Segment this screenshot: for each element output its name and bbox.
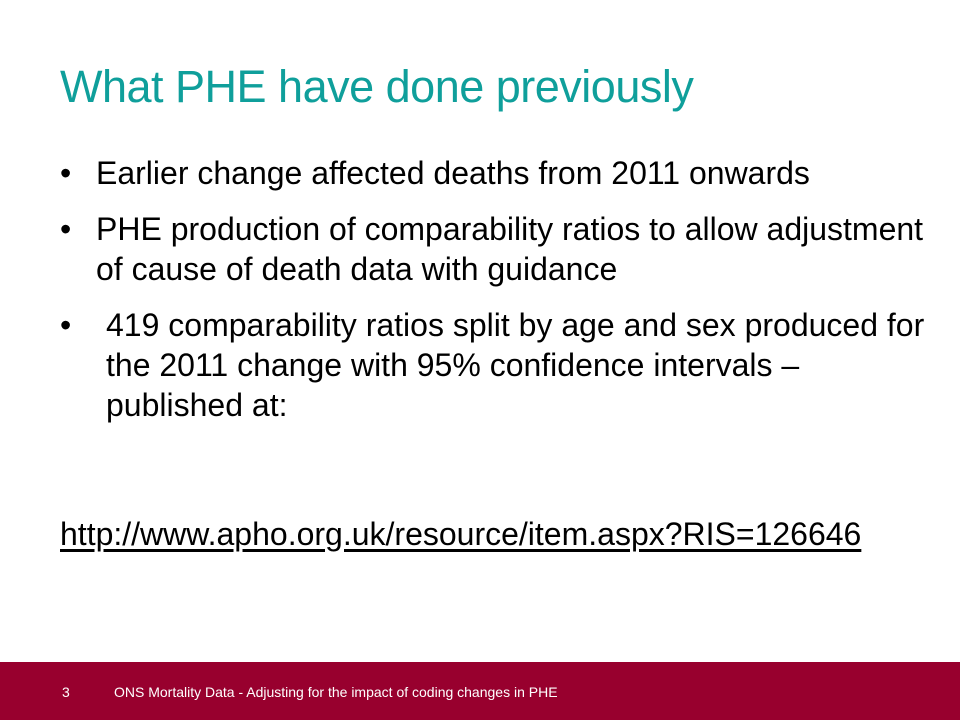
- bullet-item: [60, 305, 940, 425]
- bullet-text: Earlier change affected deaths from 2011 onwards: [96, 155, 810, 191]
- resource-link[interactable]: http://www.apho.org.uk/resource/item.aspx?RIS=126646: [60, 516, 862, 552]
- bullet-item: [60, 153, 940, 193]
- bullet-text: PHE production of comparability ratios to allow adjustment of cause of death data with guidance: [96, 211, 924, 287]
- bullet-marker: •: [60, 211, 72, 247]
- bullet-text: 419 comparability ratios split by age and sex produced for the 2011 change with 95% confidence intervals – published at:: [106, 307, 925, 423]
- bullet-marker: •: [60, 155, 72, 191]
- bullet-list: [60, 153, 940, 441]
- footer-bar: [0, 662, 960, 720]
- slide-title: What PHE have done previously: [60, 61, 694, 112]
- page-number: 3: [62, 684, 70, 700]
- bullet-marker: •: [60, 307, 72, 343]
- footer-text: ONS Mortality Data - Adjusting for the impact of coding changes in PHE: [114, 684, 558, 700]
- bullet-item: [60, 209, 940, 289]
